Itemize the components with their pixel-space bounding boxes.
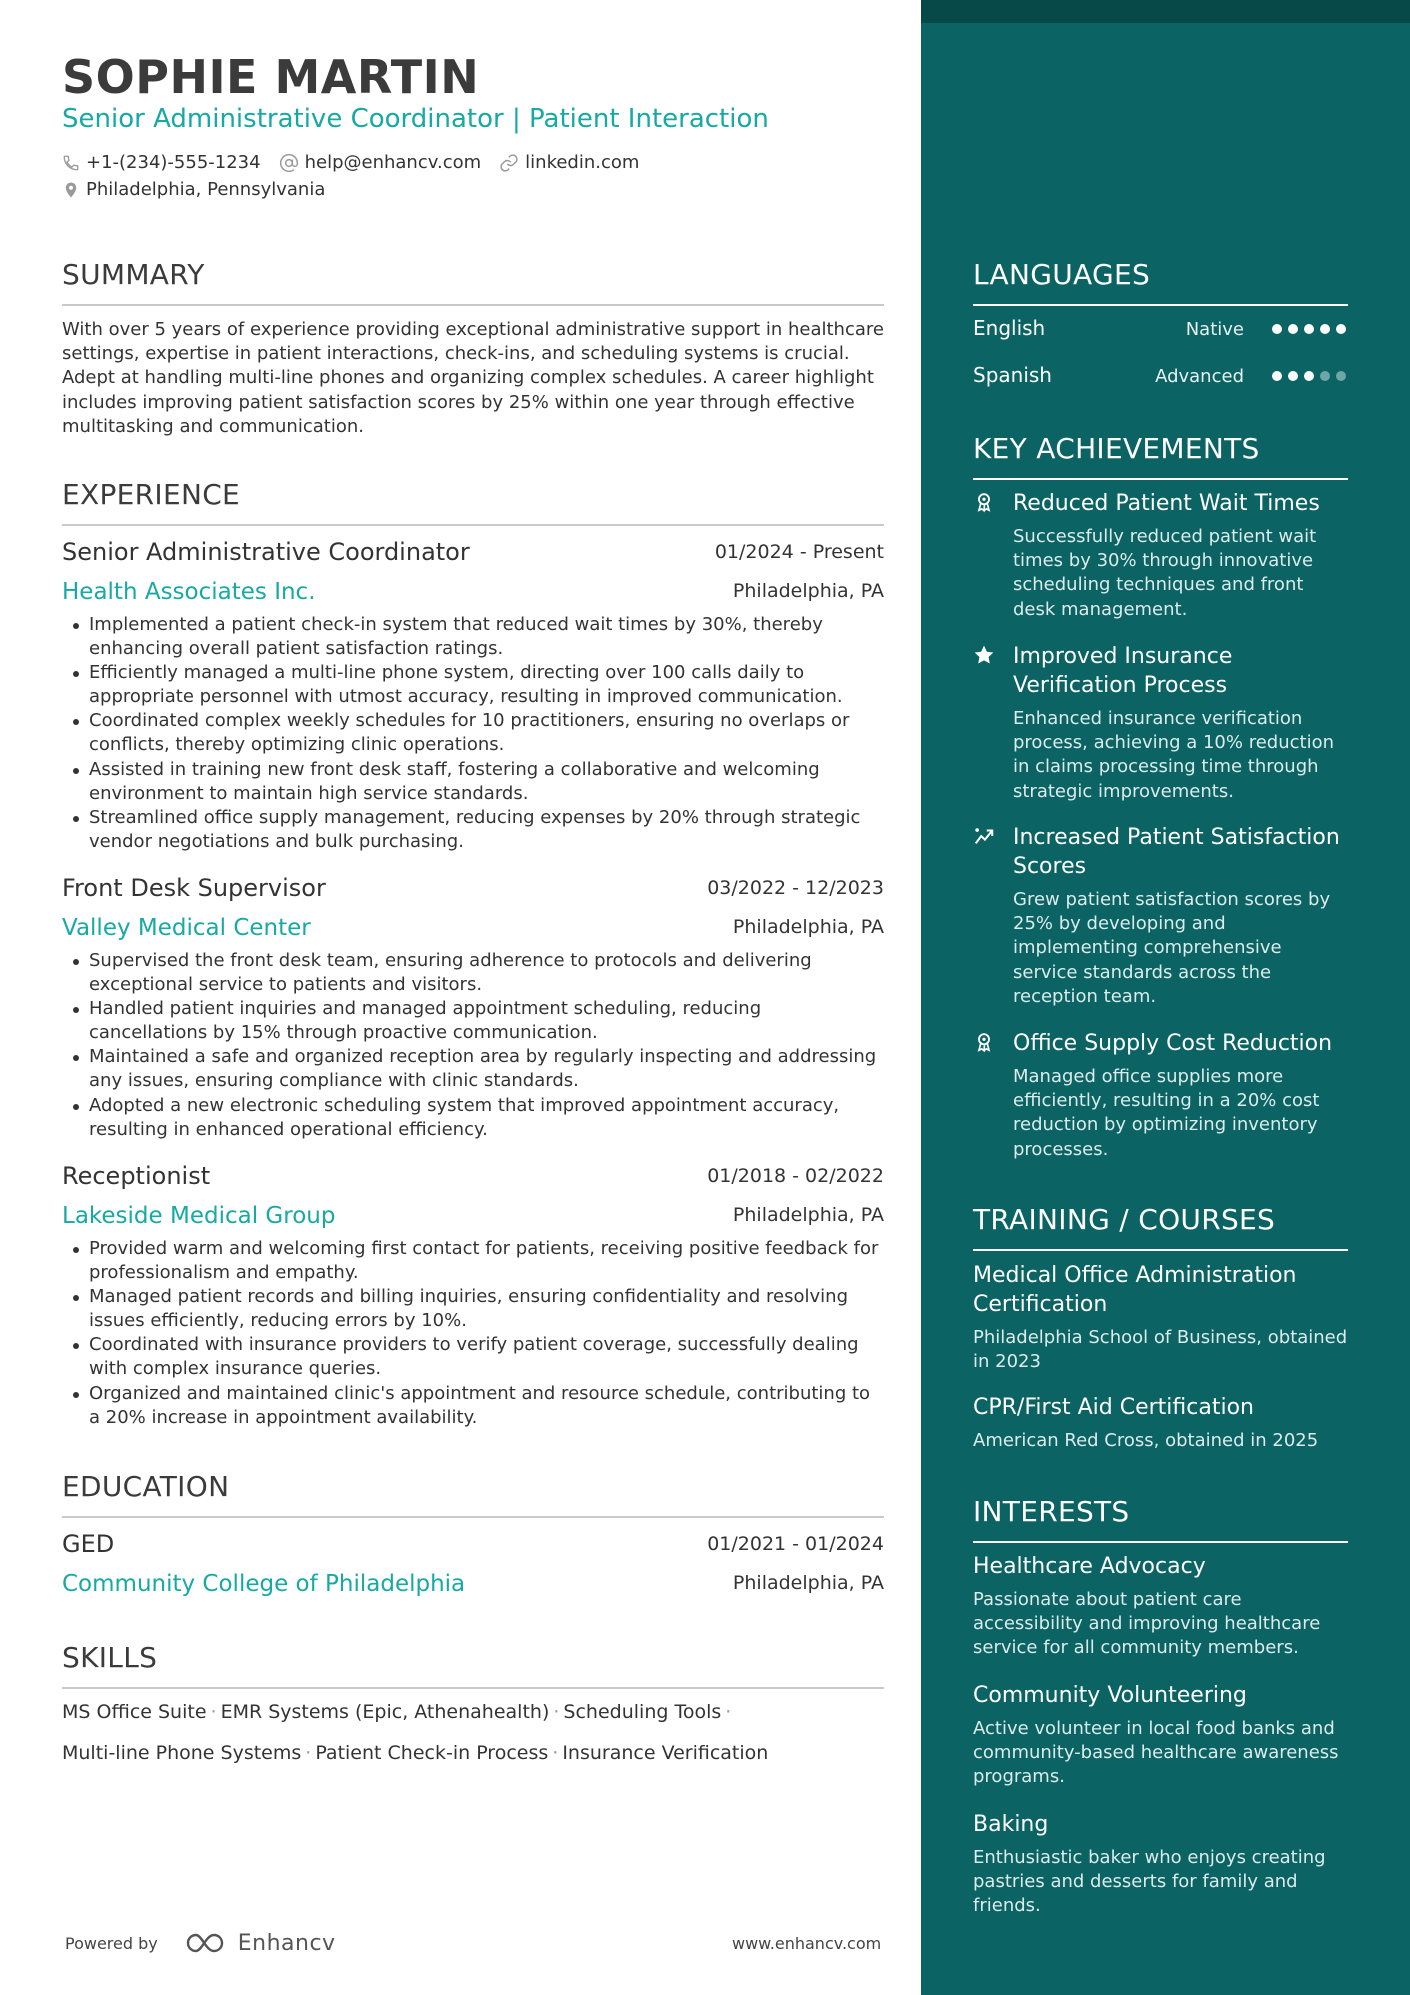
growth-chart-icon (973, 825, 995, 847)
phone-icon (62, 154, 80, 172)
bullet-item: Organized and maintained clinic's appointment and resource schedule, contributing to a 20% increase in appointment availability. (62, 1382, 884, 1430)
bullet-item: Managed patient records and billing inquiries, ensuring confidentiality and resolving issues efficiently, reducing errors by 10%. (62, 1285, 884, 1333)
achievement-desc: Grew patient satisfaction scores by 25% by developing and implementing comprehensive service standards across the reception team. (1013, 889, 1331, 1007)
achievement-desc: Successfully reduced patient wait times by 30% through innovative scheduling techniques and front desk management. (1013, 526, 1317, 620)
bullet-item: Supervised the front desk team, ensuring adherence to protocols and delivering exceptional service to patients and visitors. (62, 949, 884, 997)
achievement-title: Reduced Patient Wait Times (1013, 491, 1320, 516)
education-location: Philadelphia, PA (732, 1572, 884, 1594)
achievements-divider (973, 478, 1348, 480)
course-desc: Philadelphia School of Business, obtained in 2023 (973, 1327, 1348, 1373)
skills-heading: SKILLS (62, 1641, 158, 1674)
language-row (973, 316, 1348, 346)
email-text: help@enhancv.com (304, 152, 482, 173)
job-location: Philadelphia, PA (732, 580, 884, 602)
contact-row-2 (62, 179, 343, 200)
rating-dot-empty (1320, 371, 1330, 381)
bullet-item: Streamlined office supply management, reducing expenses by 20% through strategic vendor negotiations and bulk purchasing. (62, 806, 884, 854)
skill-tag: MS Office Suite (62, 1701, 207, 1723)
candidate-name: SOPHIE MARTIN (62, 50, 480, 104)
linkedin-text: linkedin.com (525, 152, 640, 173)
skill-tag: Multi-line Phone Systems (62, 1742, 302, 1764)
contact-row-1 (62, 152, 657, 173)
job-role: Front Desk Supervisor (62, 874, 326, 902)
course-title: CPR/First Aid Certification (973, 1395, 1254, 1420)
bullet-item: Assisted in training new front desk staff, fostering a collaborative and welcoming environment to maintain high service standards. (62, 758, 884, 806)
contact-linkedin[interactable] (499, 152, 639, 173)
skills-divider (62, 1687, 884, 1689)
contact-location (62, 179, 325, 200)
skill-tag: Scheduling Tools (563, 1701, 722, 1723)
rating-dot-filled (1272, 371, 1282, 381)
job-dates: 01/2018 - 02/2022 (707, 1165, 884, 1187)
language-level: Advanced (1155, 366, 1244, 387)
bullet-item: Implemented a patient check-in system that reduced wait times by 30%, thereby enhancing overall patient satisfaction ratings. (62, 613, 884, 661)
at-sign-icon (279, 153, 299, 173)
job-company: Lakeside Medical Group (62, 1203, 336, 1229)
training-heading: TRAINING / COURSES (973, 1203, 1276, 1236)
course-title: Medical Office Administration Certification (973, 1263, 1297, 1317)
language-level: Native (1185, 319, 1244, 340)
job-bullets (62, 613, 884, 854)
bullet-item: Handled patient inquiries and managed appointment scheduling, reducing cancellations by 15% through proactive communication. (62, 997, 884, 1045)
star-icon (973, 644, 995, 666)
bullet-item: Coordinated complex weekly schedules for 10 practitioners, ensuring no overlaps or conflicts, thereby optimizing clinic operations. (62, 709, 884, 757)
skill-separator: · (305, 1742, 312, 1764)
job-dates: 03/2022 - 12/2023 (707, 877, 884, 899)
skill-tag: Patient Check-in Process (315, 1742, 549, 1764)
brand-name: Enhancv (237, 1930, 336, 1956)
job-bullets (62, 949, 884, 1142)
rating-dot-filled (1288, 324, 1298, 334)
summary-divider (62, 304, 884, 306)
languages-heading: LANGUAGES (973, 258, 1151, 291)
footer-powered-by (65, 1930, 336, 1956)
contact-email[interactable] (279, 152, 482, 173)
skill-separator: · (725, 1701, 732, 1723)
interests-divider (973, 1541, 1348, 1543)
education-dates: 01/2021 - 01/2024 (707, 1533, 884, 1555)
rating-dot-filled (1336, 324, 1346, 334)
sidebar-top-strip (921, 0, 1410, 23)
skill-separator: · (552, 1742, 559, 1764)
rating-dot-filled (1272, 324, 1282, 334)
rating-dot-empty (1336, 371, 1346, 381)
interests-heading: INTERESTS (973, 1495, 1130, 1528)
course-desc: American Red Cross, obtained in 2025 (973, 1430, 1319, 1451)
language-name: Spanish (973, 363, 1052, 387)
rating-dot-filled (1288, 371, 1298, 381)
skills-line-2 (62, 1742, 768, 1764)
experience-divider (62, 524, 884, 526)
language-rating (1266, 371, 1346, 381)
language-rating (1266, 324, 1346, 334)
job-role: Receptionist (62, 1162, 211, 1190)
interest-title: Healthcare Advocacy (973, 1554, 1206, 1579)
candidate-headline: Senior Administrative Coordinator | Patient Interaction (62, 104, 769, 134)
education-divider (62, 1516, 884, 1518)
experience-heading: EXPERIENCE (62, 478, 241, 511)
interest-desc: Enthusiastic baker who enjoys creating pastries and desserts for family and friends. (973, 1847, 1326, 1917)
interest-title: Baking (973, 1812, 1049, 1837)
skill-tag: EMR Systems (Epic, Athenahealth) (220, 1701, 550, 1723)
enhancv-logo-icon (184, 1930, 232, 1956)
bullet-item: Efficiently managed a multi-line phone system, directing over 100 calls daily to appropriate personnel with utmost accuracy, resulting in improved communication. (62, 661, 884, 709)
job-bullets (62, 1237, 884, 1430)
job-company: Health Associates Inc. (62, 579, 316, 605)
job-dates: 01/2024 - Present (714, 541, 884, 563)
skill-separator: · (210, 1701, 217, 1723)
interest-desc: Active volunteer in local food banks and community-based healthcare awareness programs. (973, 1718, 1339, 1788)
award-ribbon-icon (973, 491, 995, 513)
language-name: English (973, 316, 1046, 340)
achievement-title: Office Supply Cost Reduction (1013, 1031, 1333, 1056)
footer-url[interactable]: www.enhancv.com (732, 1934, 882, 1953)
achievement-desc: Managed office supplies more efficiently, resulting in a 20% cost reduction by optimizing inventory processes. (1013, 1066, 1320, 1160)
training-divider (973, 1249, 1348, 1251)
skills-line-1 (62, 1701, 735, 1723)
link-icon (499, 153, 519, 173)
achievements-heading: KEY ACHIEVEMENTS (973, 432, 1260, 465)
location-text: Philadelphia, Pennsylvania (86, 179, 326, 200)
rating-dot-filled (1320, 324, 1330, 334)
job-location: Philadelphia, PA (732, 916, 884, 938)
education-heading: EDUCATION (62, 1470, 230, 1503)
phone-text: +1-(234)-555-1234 (86, 152, 261, 173)
achievement-desc: Enhanced insurance verification process, achieving a 10% reduction in claims processing time through strategic improvements. (1013, 708, 1335, 802)
language-row (973, 363, 1348, 393)
skill-tag: Insurance Verification (562, 1742, 769, 1764)
summary-heading: SUMMARY (62, 258, 205, 291)
bullet-item: Adopted a new electronic scheduling system that improved appointment accuracy, resulting in enhanced operational efficiency. (62, 1094, 884, 1142)
location-pin-icon (62, 180, 80, 200)
rating-dot-filled (1304, 371, 1314, 381)
contact-phone[interactable] (62, 152, 261, 173)
bullet-item: Coordinated with insurance providers to verify patient coverage, successfully dealing with complex insurance queries. (62, 1333, 884, 1381)
award-ribbon-icon (973, 1031, 995, 1053)
interest-desc: Passionate about patient care accessibility and improving healthcare service for all community members. (973, 1589, 1321, 1659)
achievement-title: Increased Patient Satisfaction Scores (1013, 825, 1340, 879)
education-degree: GED (62, 1530, 115, 1558)
job-location: Philadelphia, PA (732, 1204, 884, 1226)
education-school: Community College of Philadelphia (62, 1571, 466, 1597)
interest-title: Community Volunteering (973, 1683, 1247, 1708)
summary-text: With over 5 years of experience providing exceptional administrative support in healthcare settings, expertise in patient interactions, check-ins, and scheduling systems is crucial. Adept at handling multi-line phones and organizing complex schedules. A career highlight includes improving patient satisfaction scores by 25% within one year through effective multitasking and communication. (62, 319, 884, 437)
skill-separator: · (553, 1701, 560, 1723)
bullet-item: Maintained a safe and organized reception area by regularly inspecting and addressing any issues, ensuring compliance with clinic standards. (62, 1045, 884, 1093)
job-role: Senior Administrative Coordinator (62, 538, 470, 566)
languages-divider (973, 304, 1348, 306)
achievement-title: Improved Insurance Verification Process (1013, 644, 1233, 698)
bullet-item: Provided warm and welcoming first contact for patients, receiving positive feedback for professionalism and empathy. (62, 1237, 884, 1285)
job-company: Valley Medical Center (62, 915, 311, 941)
rating-dot-filled (1304, 324, 1314, 334)
powered-by-label: Powered by (65, 1933, 158, 1953)
